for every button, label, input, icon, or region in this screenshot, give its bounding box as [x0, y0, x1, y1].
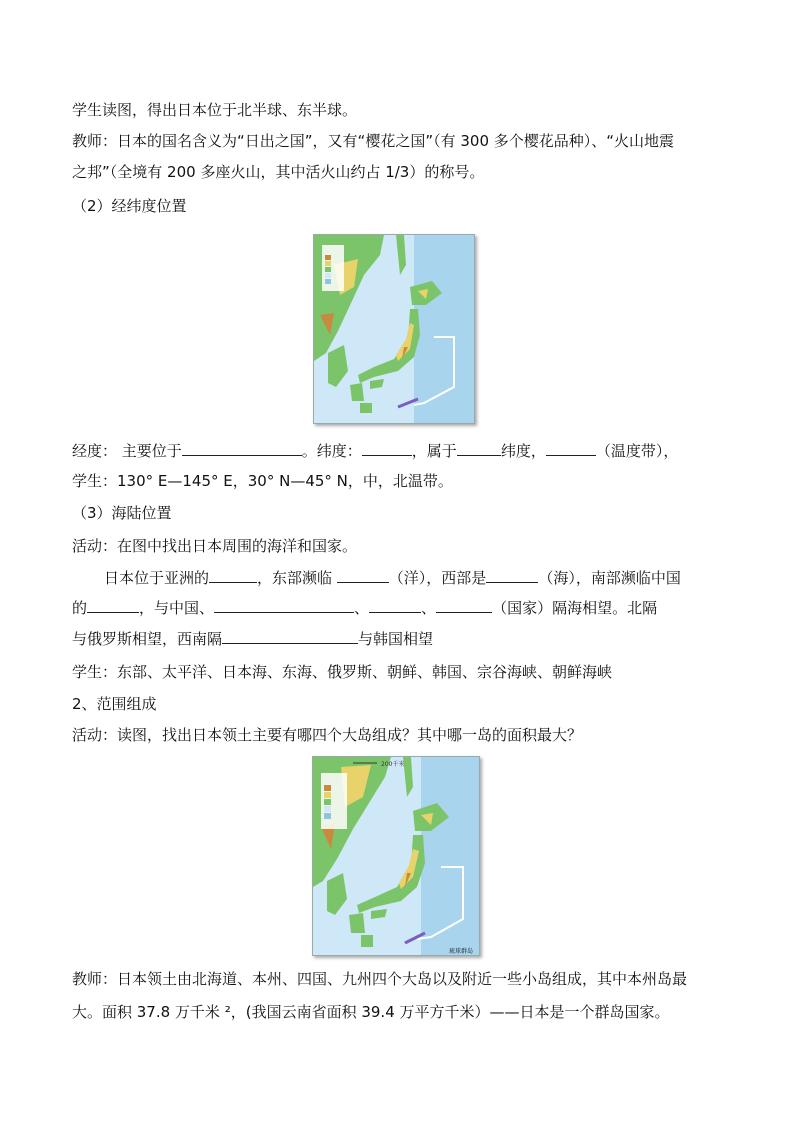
blank-latitude-type[interactable] [457, 441, 501, 456]
blank-longitude[interactable] [182, 441, 302, 456]
text-line-student-answer-1: 学生：130° E—145° E，30° N—45° N，中，北温带。 [72, 472, 453, 490]
blank-country-1[interactable] [214, 598, 354, 613]
text-line-fill-2 [72, 598, 722, 618]
japan-map-graphic [314, 235, 475, 424]
japan-map-small [313, 234, 475, 424]
fill-text-b: ，东部濒临 [257, 569, 337, 587]
belongs-label: ，属于 [411, 442, 457, 460]
text-line-activity-1: 活动：在图中找出日本周围的海洋和国家。 [72, 537, 358, 555]
blank-temperature-zone[interactable] [546, 441, 596, 456]
blank-asia-part[interactable] [209, 568, 257, 583]
fill-text-d: （海），南部濒临中国 [538, 569, 681, 587]
text-line-fill-3 [72, 629, 722, 649]
latitude-label: 。纬度： [301, 442, 362, 460]
text-line-1: 学生读图，得出日本位于北半球、东半球。 [72, 101, 358, 119]
longitude-label: 经度： 主要位于 [72, 442, 182, 460]
blank-ocean[interactable] [337, 568, 389, 583]
japan-relief-map-graphic [313, 757, 480, 956]
inset-label: 琉球群岛 [449, 948, 474, 955]
section-heading-land-sea: （3）海陆位置 [72, 504, 172, 522]
section-heading-composition: 2、范围组成 [72, 695, 157, 713]
text-line-3: 之邦”（全境有 200 多座火山，其中活火山约占 1/3）的称号。 [72, 163, 485, 181]
fill-text-a: 日本位于亚洲的 [104, 569, 210, 587]
text-line-fill-1 [104, 568, 724, 588]
blank-sea-west[interactable] [486, 568, 538, 583]
text-line-2: 教师：日本的国名含义为“日出之国”，又有“樱花之国”（有 300 多个樱花品种）、“火山地震 [72, 132, 675, 150]
fill-text-j: 与俄罗斯相望，西南隔 [72, 630, 223, 648]
japan-map-large [312, 756, 480, 956]
fill-text-h: 、 [421, 599, 437, 617]
fill-text-e: 的 [72, 599, 88, 617]
fill-text-i: （国家）隔海相望。北隔 [492, 599, 658, 617]
text-line-teacher-4: 大。面积 37.8 万千米 ²，(我国云南省面积 39.4 万平方千米）——日本是一个群岛国家。 [72, 1003, 670, 1021]
fill-text-c: （洋），西部是 [388, 569, 487, 587]
fill-text-f: ，与中国、 [139, 599, 215, 617]
latitude-suffix: 纬度， [500, 442, 546, 460]
text-line-activity-2: 活动：读图，找出日本领土主要有哪四个大岛组成？其中哪一岛的面积最大？ [72, 726, 583, 744]
blank-country-2[interactable] [369, 598, 421, 613]
text-line-student-answer-2: 学生：东部、太平洋、日本海、东海、俄罗斯、朝鲜、韩国、宗谷海峡、朝鲜海峡 [72, 663, 613, 681]
fill-text-k: 与韩国相望 [358, 630, 434, 648]
blank-country-3[interactable] [436, 598, 492, 613]
map-scale-label: 200千米 [381, 761, 405, 768]
fill-text-g: 、 [354, 599, 370, 617]
blank-strait[interactable] [222, 629, 358, 644]
temperature-zone-label: （温度带）， [595, 442, 679, 460]
blank-sea-south[interactable] [87, 598, 139, 613]
text-line-teacher-3: 教师：日本领土由北海道、本州、四国、九州四个大岛以及附近一些小岛组成，其中本州岛最 [72, 970, 688, 988]
section-heading-latlon: （2）经纬度位置 [72, 197, 187, 215]
text-line-longitude [72, 441, 722, 461]
blank-latitude[interactable] [362, 441, 412, 456]
